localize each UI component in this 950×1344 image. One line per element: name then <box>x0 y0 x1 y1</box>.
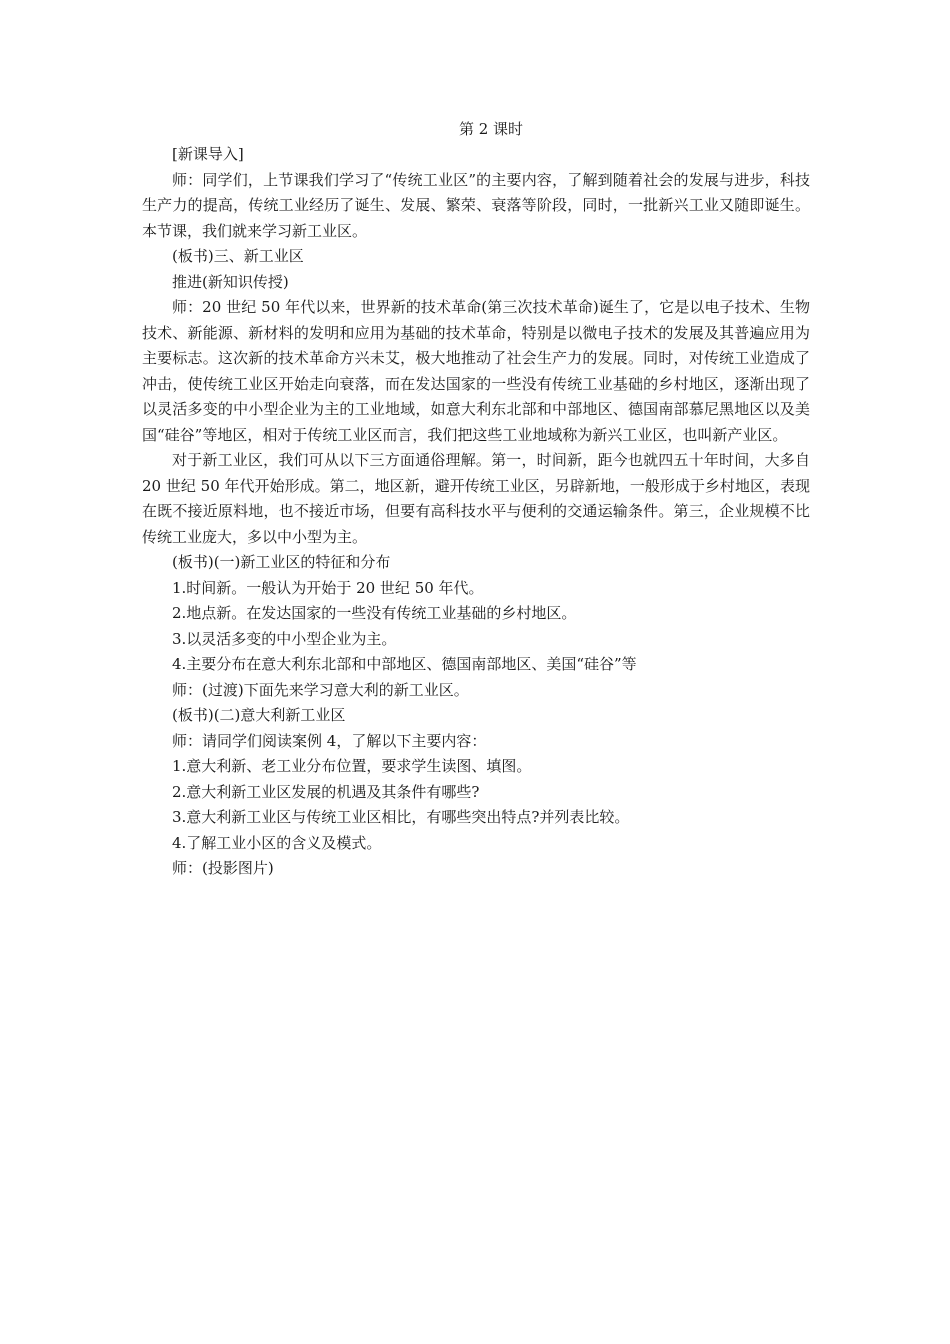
list-item: 2.地点新。在发达国家的一些没有传统工业基础的乡村地区。 <box>172 604 577 622</box>
lesson-title: 第 2 课时 <box>458 120 524 138</box>
paragraph: 师：20 世纪 50 年代以来，世界新的技术革命(第三次技术革命)诞生了，它是以电子技术、生物技术、新能源、新材料的发明和应用为基础的技术革命，特别是以微电子技术的发展及其普遍应用为主要标志。这次新的技术革命方兴未艾，极大地推动了社会生产力的发展。同时，对传统工业造成了冲击，使传统工业区开始走向衰落，而在发达国家的一些没有传统工业基础的乡村地区，逐渐出现了以灵活多变的中小型企业为主的工业地域，如意大利东北部和中部地区、德国南部慕尼黑地区以及美国“硅谷”等地区，相对于传统工业区而言，我们把这些工业地域称为新兴工业区，也叫新产业区。 <box>142 298 810 444</box>
section-heading-advance: 推进(新知识传授) <box>172 272 289 291</box>
list-item: 1.时间新。一般认为开始于 20 世纪 50 年代。 <box>172 578 484 597</box>
paragraph: 对于新工业区，我们可从以下三方面通俗理解。第一，时间新，距今也就四五十年时间，大多自 20 世纪 50 年代开始形成。第二，地区新，避开传统工业区，另辟新地，一般形成于乡村地区，表现在既不接近原料地，也不接近市场，但要有高科技水平与便利的交通运输条件。第三，企业规模不比传统工业庞大，多以中小型为主。 <box>142 451 810 546</box>
paragraph: 师：(投影图片) <box>172 859 274 877</box>
list-item: 4.主要分布在意大利东北部和中部地区、德国南部地区、美国“硅谷”等 <box>172 655 637 673</box>
list-item: 3.以灵活多变的中小型企业为主。 <box>172 629 397 648</box>
board-heading: (板书)(一)新工业区的特征和分布 <box>172 553 391 571</box>
document-page <box>142 116 810 882</box>
paragraph: 师：同学们，上节课我们学习了“传统工业区”的主要内容，了解到随着社会的发展与进步，科技生产力的提高，传统工业经历了诞生、发展、繁荣、衰落等阶段，同时，一批新兴工业又随即诞生。本节课，我们就来学习新工业区。 <box>142 170 810 240</box>
board-heading: (板书)(二)意大利新工业区 <box>172 706 346 724</box>
section-heading-intro: [新课导入] <box>172 145 244 163</box>
board-heading: (板书)三、新工业区 <box>172 247 304 265</box>
list-item: 3.意大利新工业区与传统工业区相比，有哪些突出特点?并列表比较。 <box>172 808 630 826</box>
list-item: 1.意大利新、老工业分布位置，要求学生读图、填图。 <box>172 757 532 775</box>
paragraph: 师：(过渡)下面先来学习意大利的新工业区。 <box>172 680 469 699</box>
paragraph: 师：请同学们阅读案例 4，了解以下主要内容： <box>172 731 487 750</box>
list-item: 4.了解工业小区的含义及模式。 <box>172 833 382 852</box>
list-item: 2.意大利新工业区发展的机遇及其条件有哪些? <box>172 782 480 801</box>
